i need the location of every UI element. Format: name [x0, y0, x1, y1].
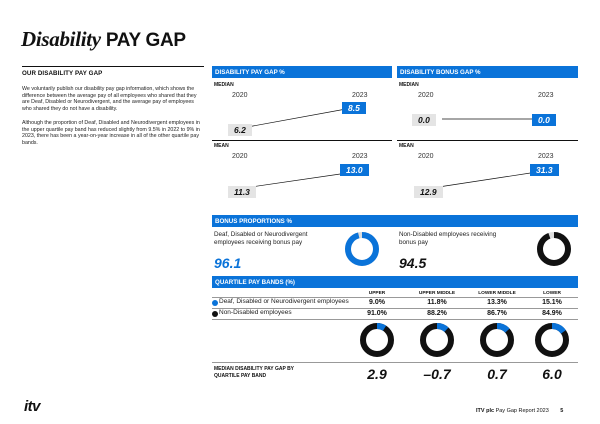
bonus-gap-median-label: MEDIAN [399, 82, 419, 88]
bonus-proportions-heading: BONUS PROPORTIONS % [212, 215, 578, 227]
col-upper-middle: UPPER MIDDLE [418, 291, 456, 296]
upper-donut [359, 322, 395, 358]
pay-gap-median-year-1: 2020 [232, 92, 248, 99]
col-lower: LOWER [543, 291, 561, 296]
footer-report: Pay Gap Report 2023 [495, 408, 549, 414]
pay-gap-mean-year-1: 2020 [232, 153, 248, 160]
bonus-gap-median-year-2: 2023 [538, 92, 554, 99]
title-bold: PAY GAP [105, 30, 186, 51]
median-quartile-label: MEDIAN DISABILITY PAY GAP BY QUARTILE PAY BAND [214, 366, 294, 379]
lower-middle-donut [479, 322, 515, 358]
median-lower: 6.0 [542, 366, 562, 382]
page-title [21, 27, 186, 52]
bonus-a-value: 96.1 [214, 255, 242, 271]
bonus-gap-heading: DISABILITY BONUS GAP % [397, 66, 578, 78]
quartile-heading: QUARTILE PAY BANDS (%) [212, 276, 578, 288]
row-2-lower: 84.9% [542, 310, 562, 317]
left-top-rule [22, 66, 204, 67]
footer-brand: ITV plc [476, 408, 495, 414]
lower-donut [534, 322, 570, 358]
median-upper: 2.9 [367, 366, 387, 382]
bonus-b-label: Non-Disabled employees receiving bonus pay [399, 231, 497, 246]
footer-page-number: 5 [560, 408, 564, 414]
pay-gap-mean-2023: 13.0 [340, 164, 369, 176]
median-upper-middle: –0.7 [423, 366, 451, 382]
quartile-rule-4 [212, 362, 578, 363]
col-lower-middle: LOWER MIDDLE [478, 291, 516, 296]
upper-middle-donut [419, 322, 455, 358]
pay-gap-median-label: MEDIAN [214, 82, 234, 88]
bonus-gap-mean-2023: 31.3 [530, 164, 559, 176]
quartile-rule-3 [212, 319, 578, 320]
pay-gap-median-2020: 6.2 [228, 124, 252, 136]
bonus-gap-median-2020: 0.0 [412, 114, 436, 126]
bonus-gap-median-year-1: 2020 [418, 92, 434, 99]
row-2-label: Non-Disabled employees [219, 309, 292, 316]
row-2-lower-middle: 86.7% [487, 310, 507, 317]
bonus-gap-mean-year-2: 2023 [538, 153, 554, 160]
row-1-lower: 15.1% [542, 299, 562, 306]
black-dot-icon [212, 311, 218, 317]
pay-gap-divider [212, 140, 392, 141]
left-para-2: Although the proportion of Deaf, Disabled and Neurodivergent employees in the upper quartile pay band has reduced slightly from 9.5% in 2022 to 9% in 2023, there has been a year-on-year increase in all of the other quartile pay bands. [22, 120, 200, 147]
col-upper: UPPER [368, 291, 386, 296]
footer-text [476, 408, 563, 414]
row-1-label: Deaf, Disabled or Neurodivergent employees [219, 298, 349, 305]
pay-gap-mean-2020: 11.3 [228, 186, 256, 198]
row-1-upper-middle: 11.8% [427, 299, 447, 306]
bonus-gap-divider [397, 140, 578, 141]
pay-gap-median-year-2: 2023 [352, 92, 368, 99]
title-italic: Disability [21, 27, 101, 51]
bonus-a-donut [344, 231, 380, 267]
row-1-upper: 9.0% [369, 299, 385, 306]
bonus-gap-mean-year-1: 2020 [418, 153, 434, 160]
pay-gap-mean-label: MEAN [214, 143, 229, 149]
left-para-1: We voluntarily publish our disability pay gap information, which shows the difference between the average pay of all employees who shared that they are Deaf, Disabled or Neurodivergent, and the average pay of employees who shared they do not have a disability. [22, 86, 197, 113]
row-2-upper: 91.0% [367, 310, 387, 317]
row-2-upper-middle: 88.2% [427, 310, 447, 317]
blue-dot-icon [212, 300, 218, 306]
bonus-gap-mean-2020: 12.9 [414, 186, 443, 198]
bonus-gap-mean-label: MEAN [399, 143, 414, 149]
itv-logo: itv [24, 398, 41, 415]
row-1-lower-middle: 13.3% [487, 299, 507, 306]
bonus-a-label: Deaf, Disabled or Neurodivergent employees receiving bonus pay [214, 231, 308, 246]
bonus-b-donut [536, 231, 572, 267]
pay-gap-heading: DISABILITY PAY GAP % [212, 66, 392, 78]
left-heading: OUR DISABILITY PAY GAP [22, 70, 103, 77]
pay-gap-median-2023: 8.5 [342, 102, 366, 114]
bonus-b-value: 94.5 [399, 255, 427, 271]
median-lower-middle: 0.7 [487, 366, 507, 382]
pay-gap-mean-year-2: 2023 [352, 153, 368, 160]
bonus-gap-median-2023: 0.0 [532, 114, 556, 126]
